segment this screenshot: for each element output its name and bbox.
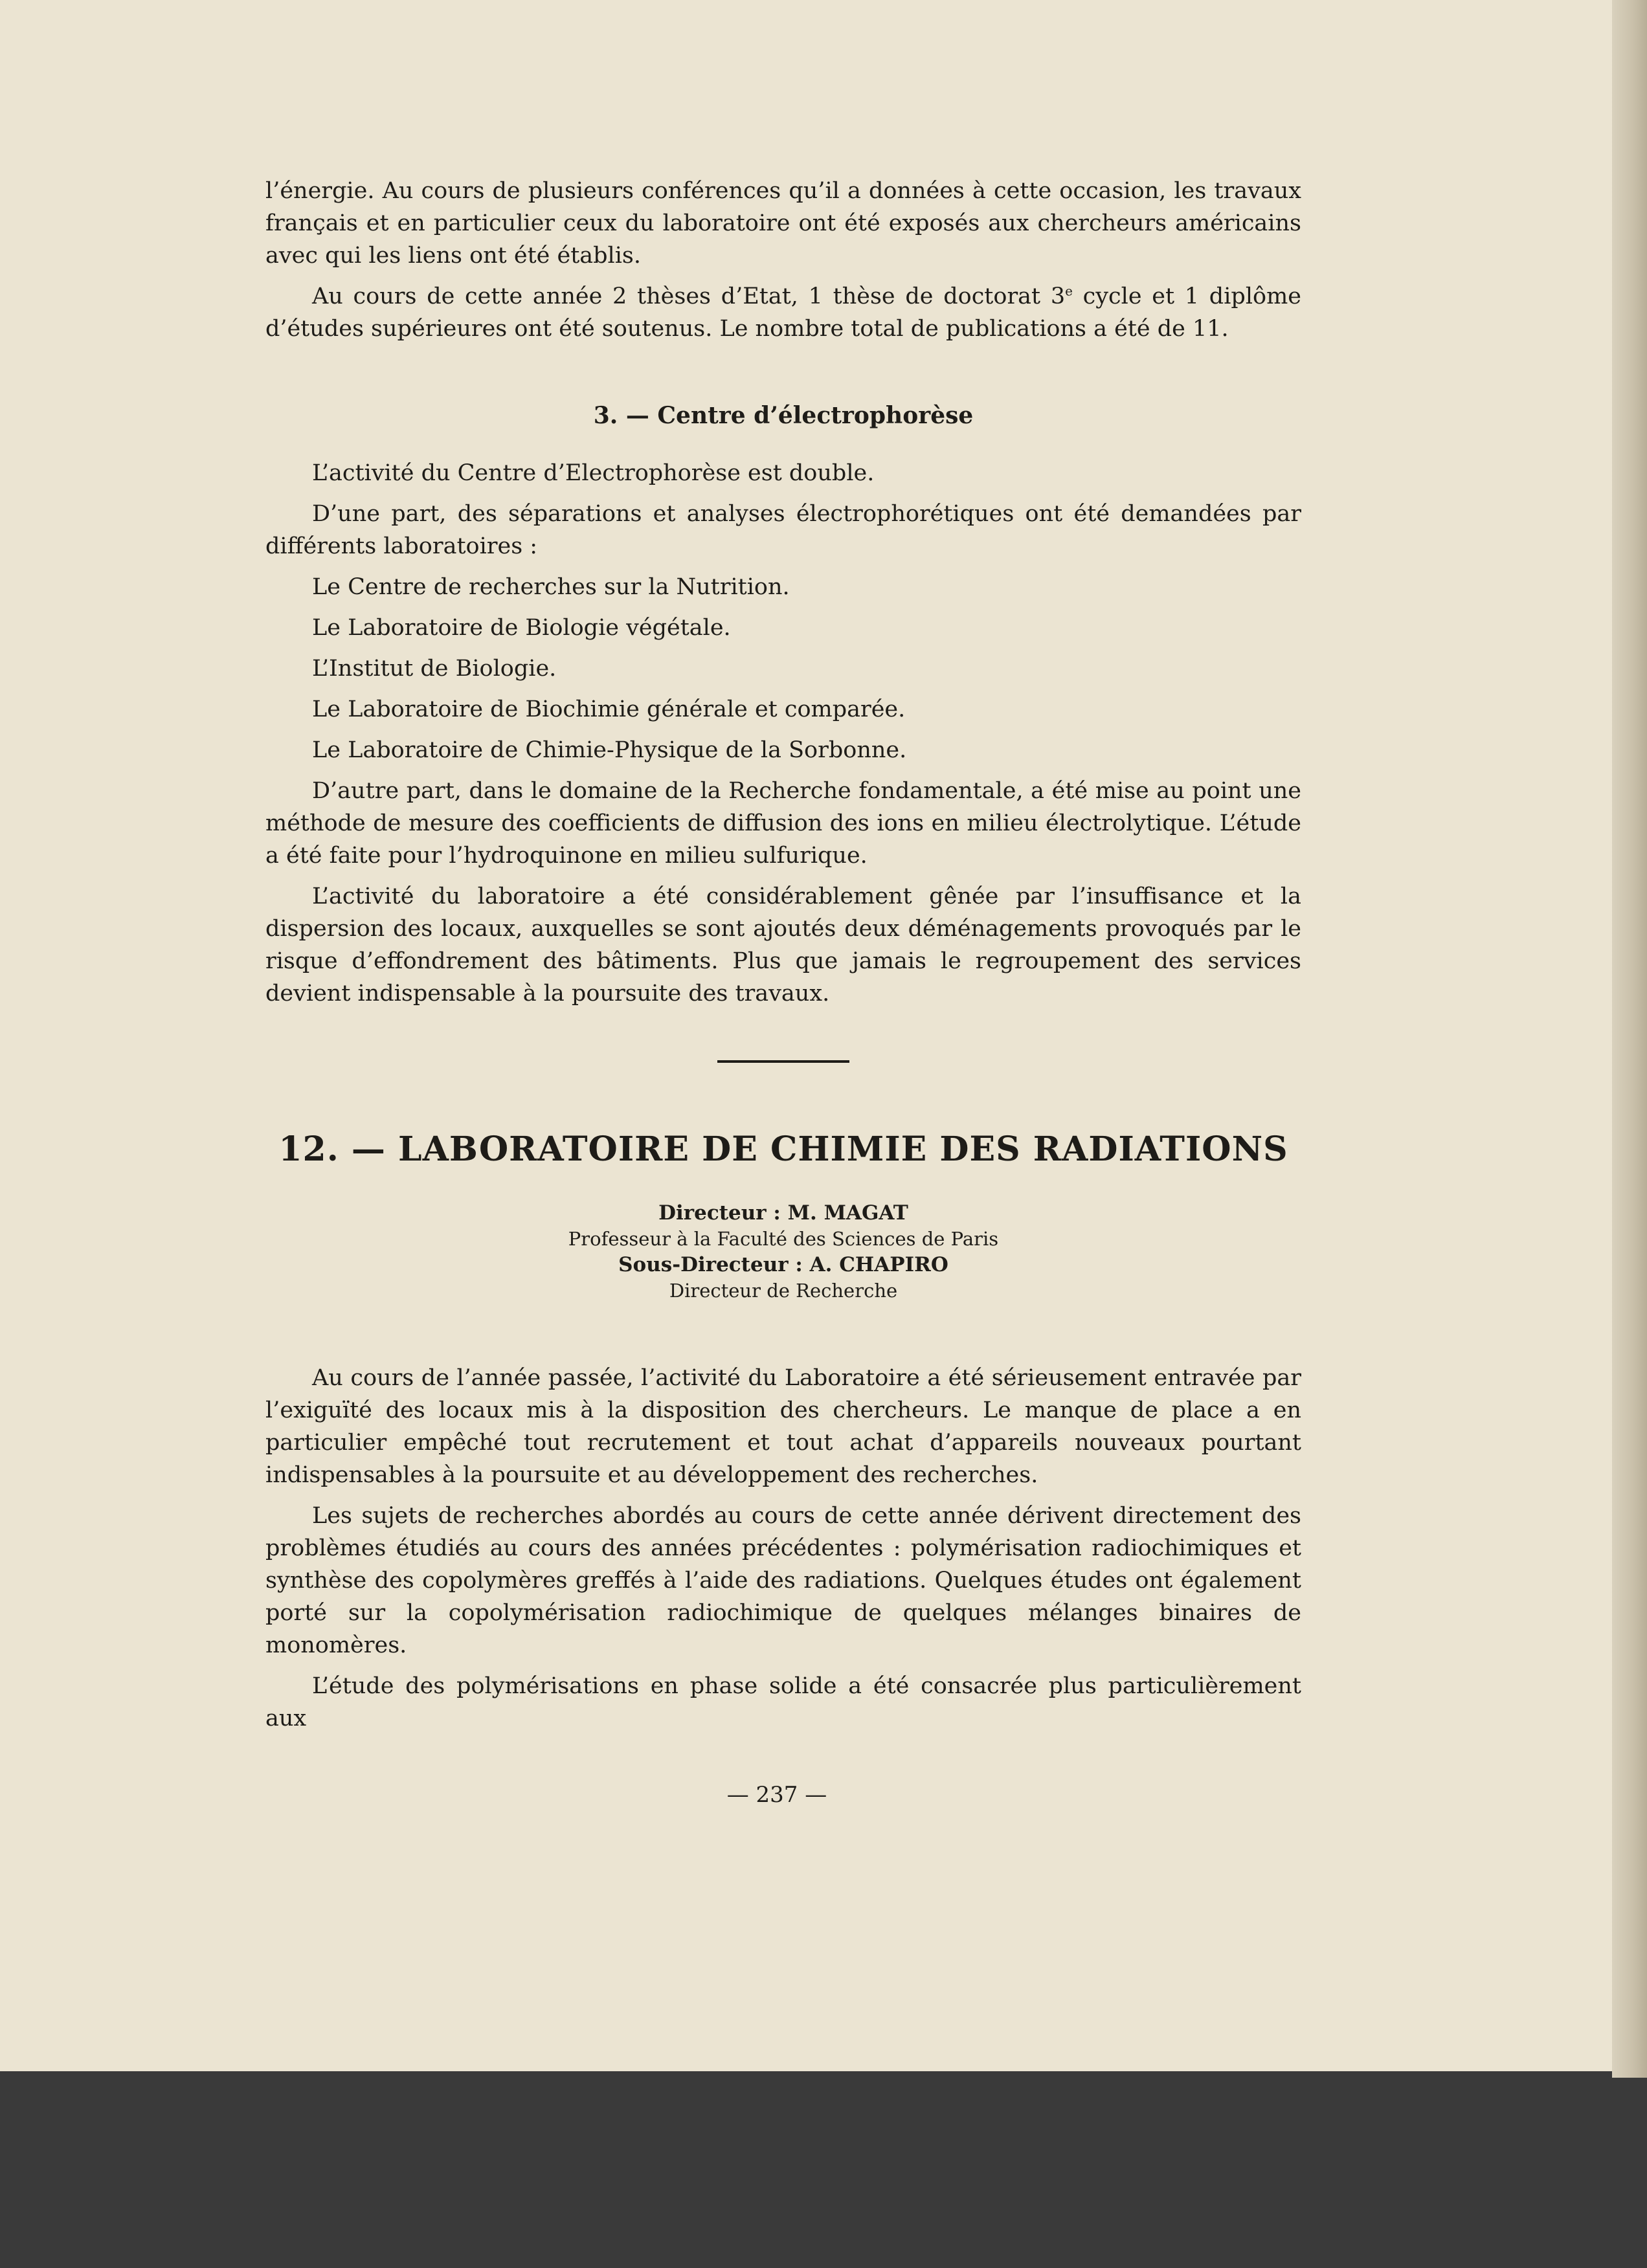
page-content bbox=[265, 175, 1301, 1743]
section-3-paragraph-2: D’une part, des séparations et analyses électrophorétiques ont été demandées par différents laboratoires : bbox=[265, 501, 1301, 559]
section-3-paragraph-3: D’autre part, dans le domaine de la Recherche fondamentale, a été mise au point une méthode de mesure des coefficients de diffusion des ions en milieu électrolytique. L’étude a été faite pour l’hydroquinone en milieu sulfurique. bbox=[265, 778, 1301, 869]
page-number: — 237 — bbox=[726, 1782, 827, 1808]
paragraph-theses: Au cours de cette année 2 thèses d’Etat, 1 thèse de doctorat 3e cycle et 1 diplôme d’études supérieures ont été soutenus. Le nombre total de publications a été de 11. bbox=[265, 283, 1301, 342]
lab-list-item: Le Laboratoire de Chimie-Physique de la Sorbonne. bbox=[312, 737, 907, 763]
subdirector-title: Directeur de Recherche bbox=[669, 1280, 898, 1302]
section-12-paragraph-2: Les sujets de recherches abordés au cours de cette année dérivent directement des problèmes étudiés au cours des années précédentes : polymérisation radiochimiques et synthèse des copolymères greffés à l’aide des radiations. Quelques études ont également porté sur la copolymérisation radiochimique de quelques mélanges binaires de monomères. bbox=[265, 1503, 1301, 1658]
section-12-paragraph-3: L’étude des polymérisations en phase solide a été consacrée plus particulièrement aux bbox=[265, 1673, 1301, 1731]
page-edge bbox=[1612, 0, 1647, 2078]
lab-list-item: Le Laboratoire de Biochimie générale et comparée. bbox=[312, 696, 906, 722]
section-3-intro: L’activité du Centre d’Electrophorèse est double. bbox=[312, 460, 875, 486]
section-12-heading: 12. — LABORATOIRE DE CHIMIE DES RADIATIONS bbox=[278, 1129, 1288, 1169]
section-divider bbox=[717, 1060, 849, 1063]
section-3-heading: 3. — Centre d’électrophorèse bbox=[593, 402, 974, 429]
subdirector-line: Sous-Directeur : A. CHAPIRO bbox=[618, 1253, 948, 1276]
lab-list-item: Le Laboratoire de Biologie végétale. bbox=[312, 615, 731, 641]
lab-list-item: L’Institut de Biologie. bbox=[312, 656, 557, 682]
lab-list-item: Le Centre de recherches sur la Nutrition. bbox=[312, 574, 790, 600]
director-line: Directeur : M. MAGAT bbox=[658, 1201, 908, 1225]
section-12-paragraph-1: Au cours de l’année passée, l’activité du Laboratoire a été sérieusement entravée par l’exiguïté des locaux mis à la disposition des chercheurs. Le manque de place a en particulier empêché tout recrutement et tout achat d’appareils nouveaux pourtant indispensables à la poursuite et au développement des recherches. bbox=[265, 1365, 1301, 1488]
paragraph-continuation: l’énergie. Au cours de plusieurs conférences qu’il a données à cette occasion, les travaux français et en particulier ceux du laboratoire ont été exposés aux chercheurs américains avec qui les liens ont été établis. bbox=[265, 178, 1301, 269]
section-3-paragraph-4: L’activité du laboratoire a été considérablement gênée par l’insuffisance et la dispersion des locaux, auxquelles se sont ajoutés deux déménagements provoqués par le risque d’effondrement des bâtiments. Plus que jamais le regroupement des services devient indispensable à la poursuite des travaux. bbox=[265, 884, 1301, 1006]
director-title: Professeur à la Faculté des Sciences de Paris bbox=[568, 1228, 999, 1250]
